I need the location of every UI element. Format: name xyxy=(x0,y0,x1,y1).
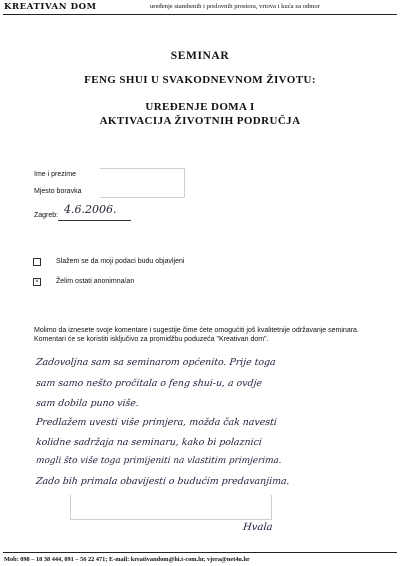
anonymous-label: Želim ostati anonimna/an xyxy=(56,278,135,285)
date-label: Zagreb: xyxy=(34,212,59,219)
brand-name: KREATIVAN DOM xyxy=(4,2,97,12)
comment-line: sam dobila puno više. xyxy=(35,398,140,409)
seminar-subtitle-line2: AKTIVACIJA ŽIVOTNIH PODRUČJA xyxy=(99,115,301,127)
seminar-subtitle-line1: UREĐENJE DOMA I xyxy=(145,101,255,113)
seminar-heading: SEMINAR xyxy=(170,50,230,62)
comments-instructions: Molimo da iznesete svoje komentare i sugestije čime ćete omogućiti još kvalitetnije održavanje seminara. Komentari će se koristiti isključivo za promidžbu poduzeća "Kreativan dom". xyxy=(34,327,359,343)
consent-publish-checkbox[interactable] xyxy=(33,258,41,266)
personal-data-box[interactable] xyxy=(100,168,185,198)
anonymous-checkbox[interactable]: × xyxy=(33,278,41,286)
comment-line: Zadovoljna sam sa seminarom općenito. Prije toga xyxy=(35,357,277,368)
date-value[interactable]: 4.6.2006. xyxy=(64,203,117,216)
comment-line: kolidne sadržaja na seminaru, kako bi polaznici xyxy=(35,437,263,448)
header-tagline: uređenje stambenih i poslovnih prostora, vrtova i kuća za odmor xyxy=(150,3,320,10)
footer-divider xyxy=(3,552,397,553)
additional-comment-box[interactable] xyxy=(70,495,272,520)
comment-line: sam samo nešto pročitala o feng shui-u, a ovdje xyxy=(35,378,263,389)
comment-line: Predlažem uvesti više primjera, možda čak navesti xyxy=(35,417,278,428)
footer-contacts: Mob: 098 – 18 38 444, 091 – 56 22 471; E-mail: kreativandom@hi.t-com.hr, vjera@net4u.hr xyxy=(4,556,250,563)
date-underline xyxy=(58,220,131,221)
seminar-topic: FENG SHUI U SVAKODNEVNOM ŽIVOTU: xyxy=(84,74,316,86)
residence-label: Mjesto boravka xyxy=(34,188,82,195)
signature: Hvala xyxy=(242,522,274,533)
consent-publish-label: Slažem se da moji podaci budu objavljeni xyxy=(56,258,185,265)
comment-line: Zado bih primala obavijesti o budućim predavanjima. xyxy=(35,476,291,487)
comment-line: mogli što više toga primijeniti na vlastitim primjerima. xyxy=(35,456,283,466)
header-divider xyxy=(3,14,397,15)
name-label: Ime i prezime xyxy=(34,171,77,178)
